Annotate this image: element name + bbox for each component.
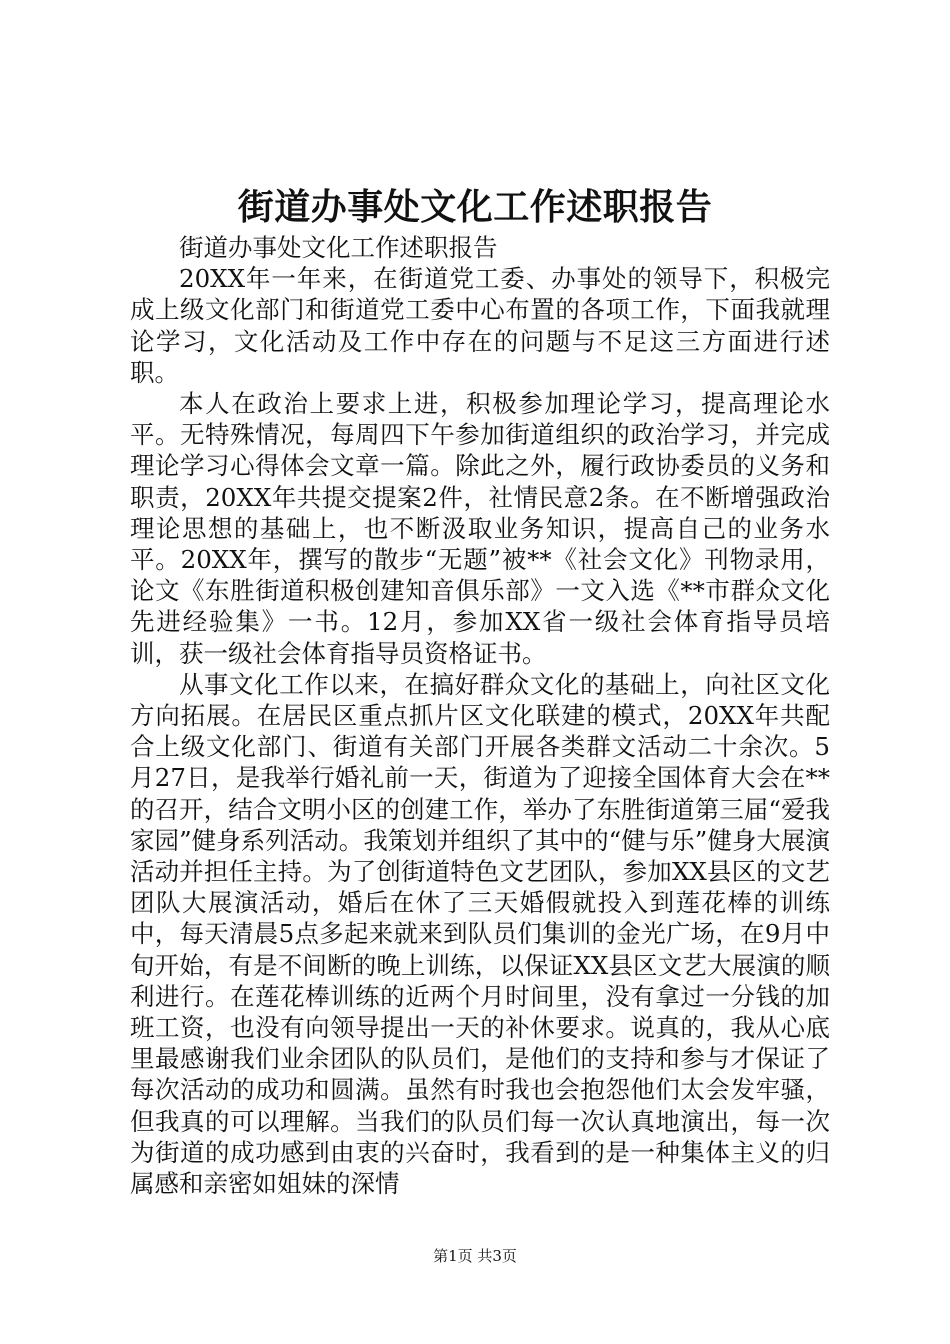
document-title: 街道办事处文化工作述职报告 <box>237 186 713 228</box>
body-paragraph: 街道办事处文化工作述职报告 <box>179 233 498 262</box>
document-body <box>130 232 830 1199</box>
body-paragraph: 从事文化工作以来，在搞好群众文化的基础上，向社区文化方向拓展。在居民区重点抓片区文化联建的模式，20XX年共配合上级文化部门、街道有关部门开展各类群文活动二十余次。5月27日，是我举行婚礼前一天，街道为了迎接全国体育大会在**的召开，结合文明小区的创建工作，举办了东胜街道第三届“爱我家园”健身系列活动。我策划并组织了其中的“健与乐”健身大展演活动并担任主持。为了创街道特色文艺团队，参加XX县区的文艺团队大展演活动，婚后在休了三天婚假就投入到莲花棒的训练中，每天清晨5点多起来就来到队员们集训的金光广场，在9月中旬开始，有是不间断的晚上训练，以保证XX县区文艺大展演的顺利进行。在莲花棒训练的近两个月时间里，没有拿过一分钱的加班工资，也没有向领导提出一天的补休要求。说真的，我从心底里最感谢我们业余团队的队员们，是他们的支持和参与才保证了每次活动的成功和圆满。虽然有时我也会抱怨他们太会发牢骚，但我真的可以理解。当我们的队员们每一次认真地演出，每一次为街道的成功感到由衷的兴奋时，我看到的是一种集体主义的归属感和亲密如姐妹的深情 <box>130 669 830 1199</box>
body-paragraph: 20XX年一年来，在街道党工委、办事处的领导下，积极完成上级文化部门和街道党工委中心布置的各项工作，下面我就理论学习，文化活动及工作中存在的问题与不足这三方面进行述职。 <box>130 264 830 387</box>
body-paragraph: 本人在政治上要求上进，积极参加理论学习，提高理论水平。无特殊情况，每周四下午参加街道组织的政治学习，并完成理论学习心得体会文章一篇。除此之外，履行政协委员的义务和职责，20XX年共提交提案2件，社情民意2条。在不断增强政治理论思想的基础上，也不断汲取业务知识，提高自己的业务水平。20XX年，撰写的散步“无题”被**《社会文化》刊物录用，论文《东胜街道积极创建知音俱乐部》一文入选《**市群众文化先进经验集》一书。12月，参加XX省一级社会体育指导员培训，获一级社会体育指导员资格证书。 <box>130 389 830 668</box>
page-footer: 第1页 共3页 <box>433 1247 517 1265</box>
